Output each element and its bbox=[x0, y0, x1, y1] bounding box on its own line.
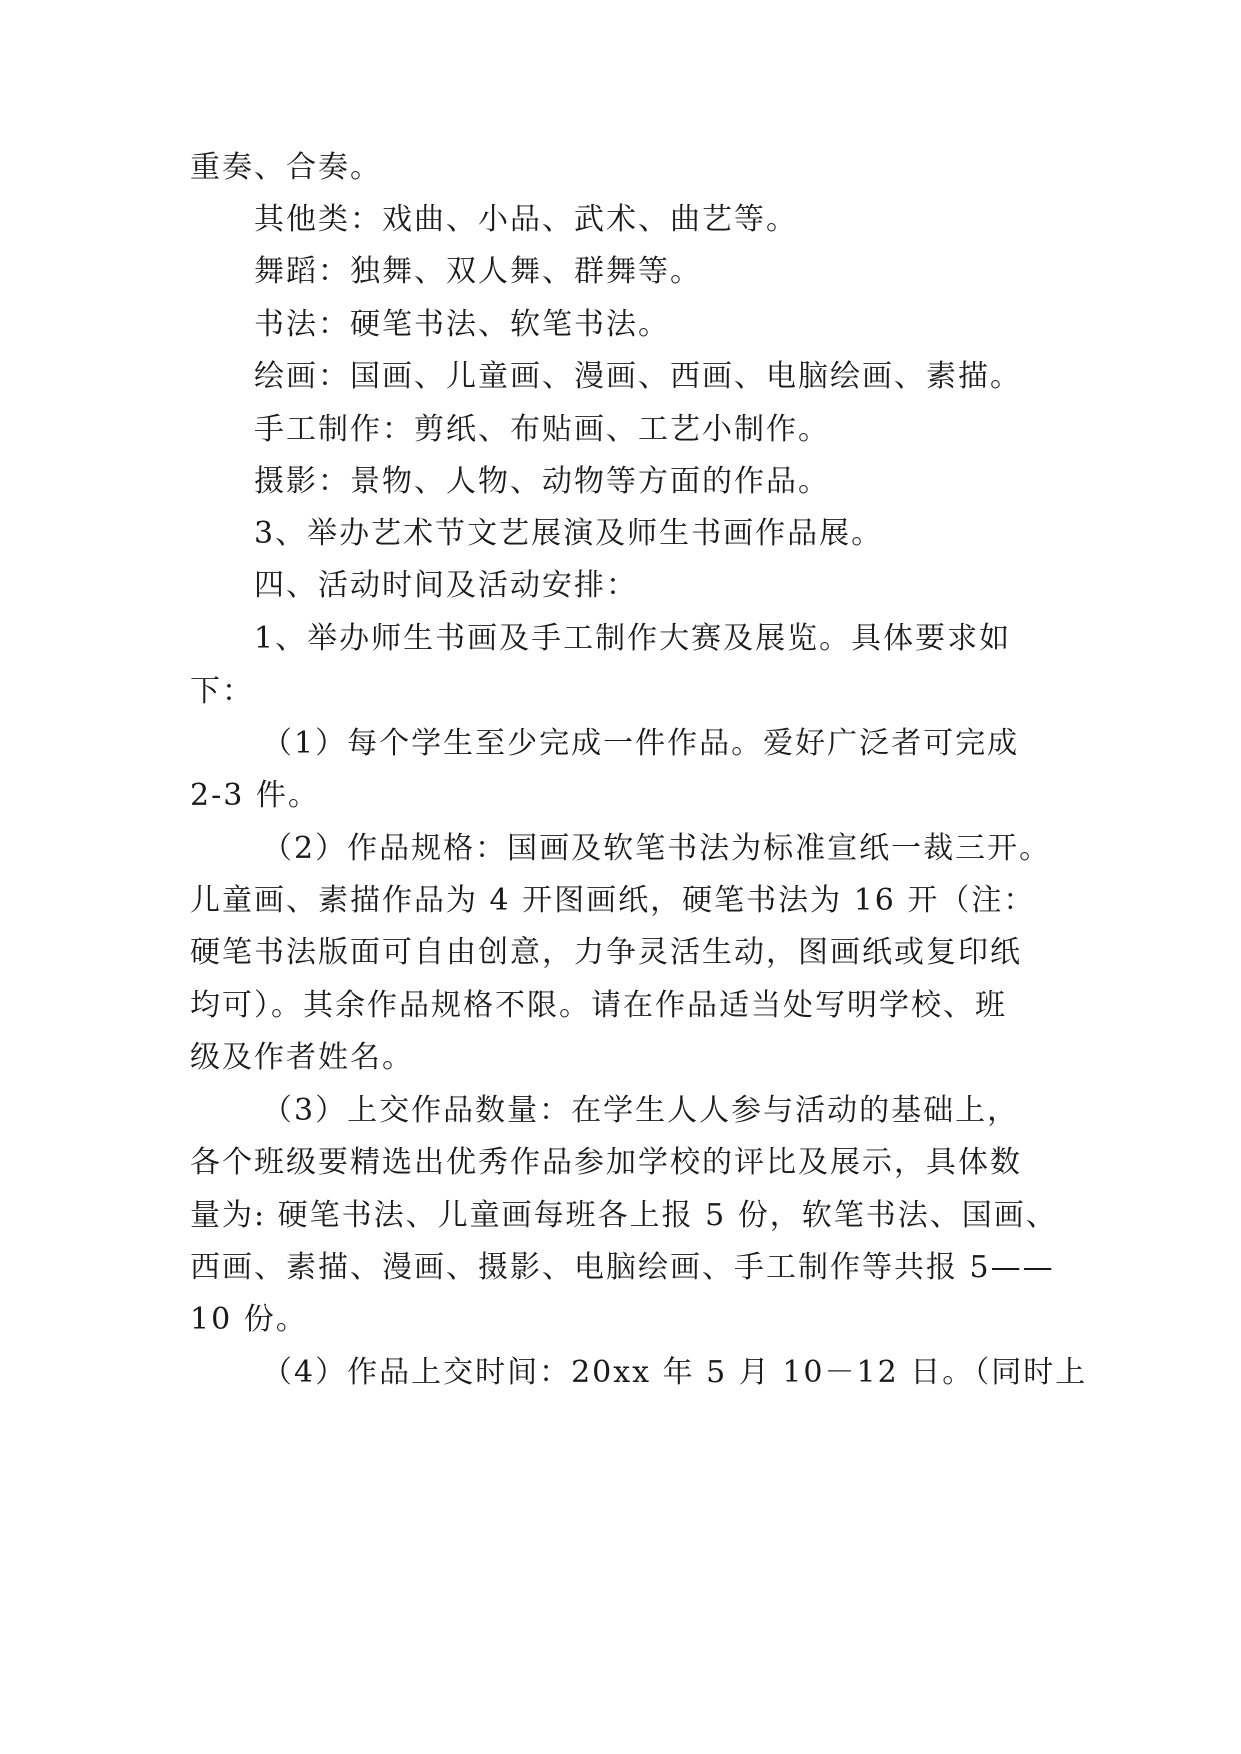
text-line-24: （4）作品上交时间：20xx 年 5 月 10－12 日。（同时上 bbox=[262, 1355, 1088, 1390]
text-line-3: 舞蹈：独舞、双人舞、群舞等。 bbox=[254, 254, 702, 289]
text-line-18: 级及作者姓名。 bbox=[190, 1040, 414, 1075]
text-line-13: 2-3 件。 bbox=[190, 778, 320, 813]
text-line-10: 1、举办师生书画及手工制作大赛及展览。具体要求如 bbox=[254, 621, 1012, 656]
text-line-22: 西画、素描、漫画、摄影、电脑绘画、手工制作等共报 5—— bbox=[190, 1250, 1055, 1285]
text-line-1: 重奏、合奏。 bbox=[190, 150, 382, 185]
text-line-8: 3、举办艺术节文艺展演及师生书画作品展。 bbox=[254, 516, 884, 551]
text-line-16: 硬笔书法版面可自由创意，力争灵活生动，图画纸或复印纸 bbox=[190, 935, 1022, 970]
text-line-17: 均可）。其余作品规格不限。请在作品适当处写明学校、班 bbox=[190, 988, 1007, 1023]
text-line-7: 摄影：景物、人物、动物等方面的作品。 bbox=[254, 464, 830, 499]
text-line-14: （2）作品规格：国画及软笔书法为标准宣纸一裁三开。 bbox=[262, 831, 1052, 866]
text-line-12: （1）每个学生至少完成一件作品。爱好广泛者可完成 bbox=[262, 726, 1020, 761]
text-line-4: 书法：硬笔书法、软笔书法。 bbox=[254, 307, 670, 342]
text-line-2: 其他类：戏曲、小品、武术、曲艺等。 bbox=[254, 202, 798, 237]
text-line-11: 下： bbox=[190, 674, 254, 709]
text-line-9: 四、活动时间及活动安排： bbox=[254, 568, 638, 603]
text-line-20: 各个班级要精选出优秀作品参加学校的评比及展示，具体数 bbox=[190, 1145, 1022, 1180]
text-line-23: 10 份。 bbox=[190, 1302, 308, 1337]
text-line-6: 手工制作：剪纸、布贴画、工艺小制作。 bbox=[254, 412, 830, 447]
text-line-19: （3）上交作品数量：在学生人人参与活动的基础上， bbox=[262, 1093, 1020, 1128]
text-line-21: 量为: 硬笔书法、儿童画每班各上报 5 份，软笔书法、国画、 bbox=[190, 1198, 1058, 1233]
text-line-5: 绘画：国画、儿童画、漫画、西画、电脑绘画、素描。 bbox=[254, 359, 1022, 394]
text-line-15: 儿童画、素描作品为 4 开图画纸，硬笔书法为 16 开（注： bbox=[190, 883, 1036, 918]
